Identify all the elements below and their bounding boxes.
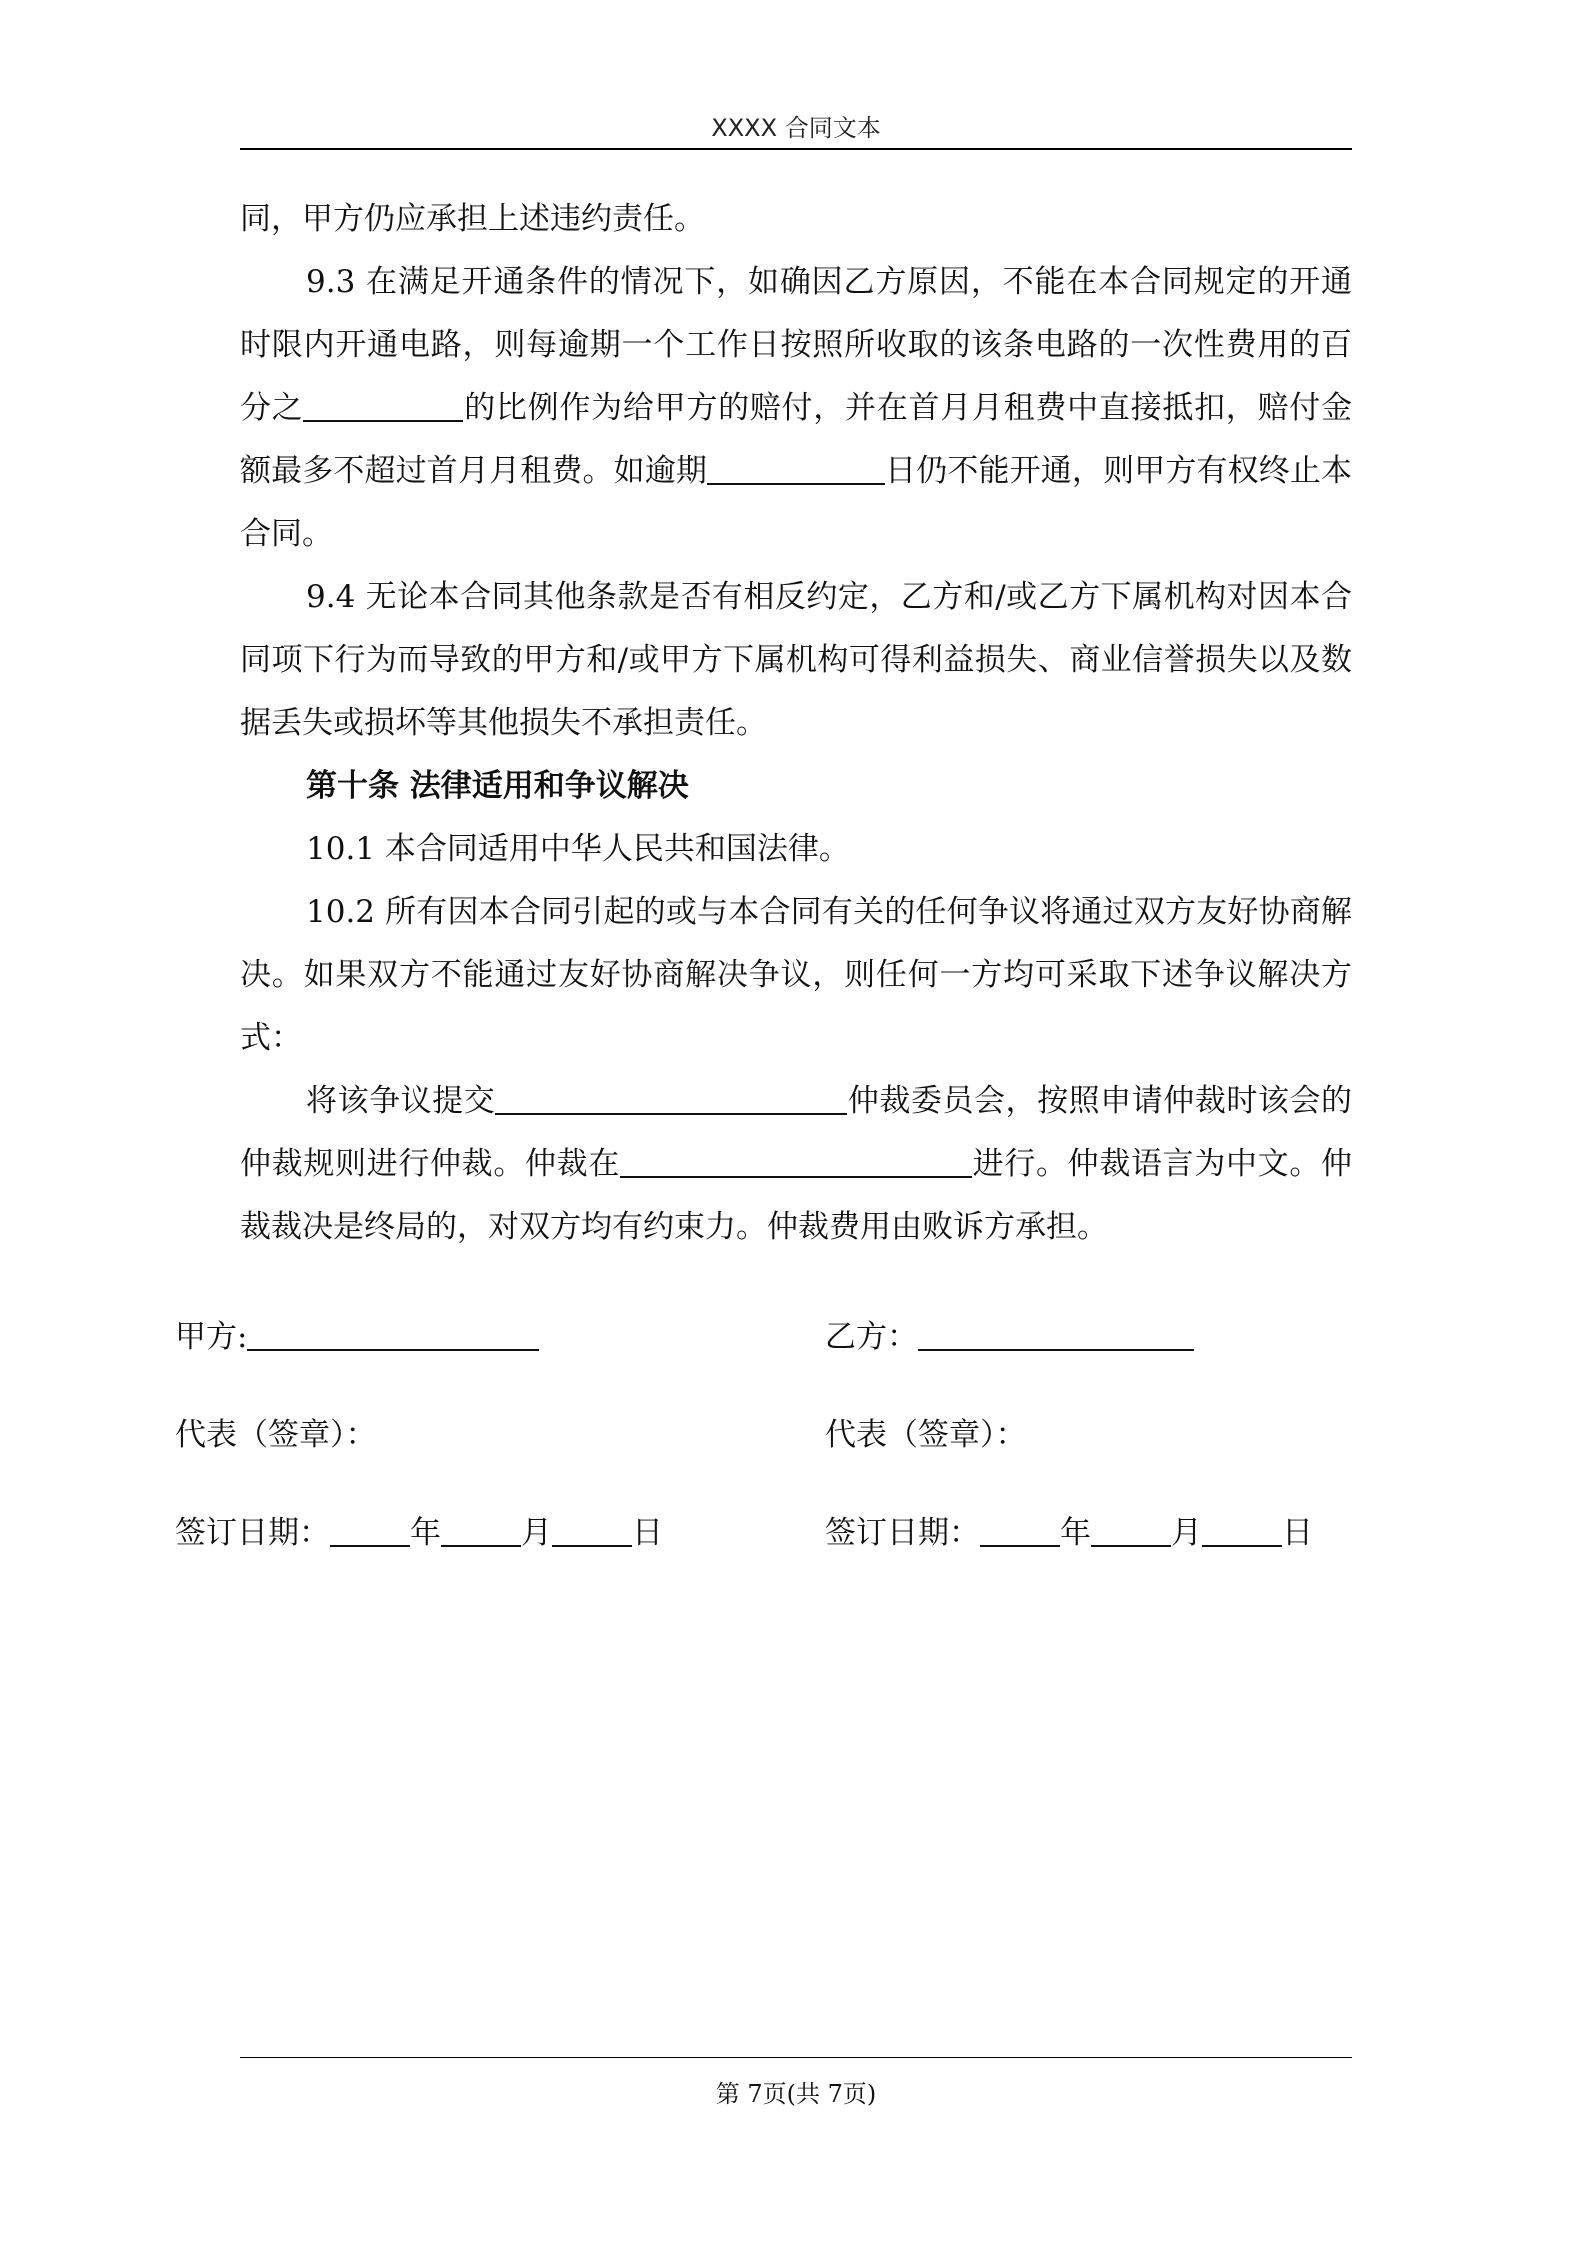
percentage-blank [303,390,463,422]
arbitration-text-b: 仲裁委员会，按照申请仲裁时该会的仲裁规则进行仲裁。仲裁在 [240,1083,1353,1182]
party-b-blank [918,1319,1194,1351]
party-a-date-row [175,1511,663,1555]
day-blank [552,1515,632,1547]
month-label: 月 [1171,1515,1202,1551]
clause-9-3 [240,251,1352,566]
party-b-representative: 代表（签章）： [825,1417,1027,1453]
clause-9-3-text-a: 9.3 在满足开通条件的情况下，如确因乙方原因，不能在本合同规定的开通时限内开通电路，则每逾期一个工作日按照所收取的该条电路的一次性费用的百分之 [240,264,1352,426]
contract-body [240,188,1352,1259]
party-a-blank [247,1319,539,1351]
arbitration-place-blank [620,1146,972,1178]
overdue-days-blank [707,453,885,485]
party-b-row [825,1315,1194,1359]
day-label: 日 [632,1515,663,1551]
arbitration-clause [240,1070,1352,1259]
clause-10-2: 10.2 所有因本合同引起的或与本合同有关的任何争议将通过双方友好协商解决。如果双方不能通过友好协商解决争议，则任何一方均可采取下述争议解决方式： [240,894,1352,1056]
page-number: 第 7页(共 7页) [715,2080,877,2108]
party-a-row [175,1315,539,1359]
party-a-label: 甲方: [175,1319,248,1355]
header-rule [240,148,1352,150]
article-10-title: 第十条 法律适用和争议解决 [306,768,689,804]
day-label: 日 [1282,1515,1313,1551]
year-blank [980,1515,1060,1547]
month-label: 月 [521,1515,552,1551]
year-label: 年 [1060,1515,1091,1551]
date-label: 签订日期： [825,1515,980,1551]
party-b-label: 乙方： [825,1319,918,1355]
party-b-date-row [825,1511,1313,1555]
clause-9-3-text-b: 的比例作为给甲方的赔付，并在首月月租费中直接抵扣，赔付金额最多不超过首月月租费。如逾期 [240,390,1352,489]
date-label: 签订日期： [175,1515,330,1551]
year-label: 年 [410,1515,441,1551]
year-blank [330,1515,410,1547]
footer-rule [240,2057,1352,2058]
arbitration-text-a: 将该争议提交 [306,1083,496,1119]
arbitration-commission-blank [495,1083,847,1115]
clause-9-4: 9.4 无论本合同其他条款是否有相反约定，乙方和/或乙方下属机构对因本合同项下行为而导致的甲方和/或甲方下属机构可得利益损失、商业信誉损失以及数据丢失或损坏等其他损失不承担责任。 [240,579,1352,741]
clause-10-1: 10.1 本合同适用中华人民共和国法律。 [306,831,850,867]
paragraph-continuation: 同，甲方仍应承担上述违约责任。 [240,201,705,237]
month-blank [441,1515,521,1547]
month-blank [1091,1515,1171,1547]
document-header-title: XXXX 合同文本 [711,114,881,142]
party-a-representative: 代表（签章）： [175,1417,377,1453]
clause-9-3-text-c: 日仍不能开通，则甲方有权终止本合同。 [240,453,1352,552]
day-blank [1202,1515,1282,1547]
arbitration-text-c: 进行。仲裁语言为中文。仲裁裁决是终局的，对双方均有约束力。仲裁费用由败诉方承担。 [240,1146,1352,1245]
